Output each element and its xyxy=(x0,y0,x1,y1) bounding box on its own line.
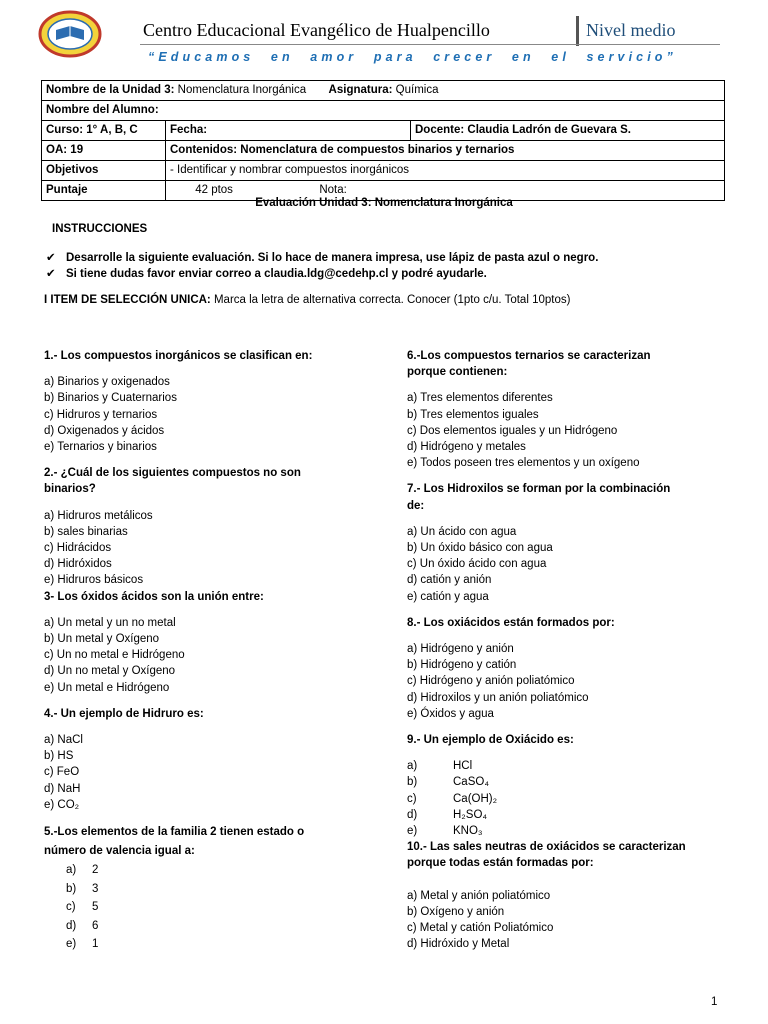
option-value: 5 xyxy=(92,901,99,914)
question-5-line2: número de valencia igual a: xyxy=(44,845,195,858)
option-1c[interactable]: c) Hidruros y ternarios xyxy=(44,408,158,421)
option-8b[interactable]: b) Hidrógeno y catión xyxy=(407,659,517,672)
item-one-text: Marca la letra de alternativa correcta. Conocer (1pto c/u. Total 10ptos) xyxy=(213,294,571,306)
checkmark-icon: ✔ xyxy=(46,268,56,280)
level-label: Nivel medio xyxy=(586,20,676,40)
option-8d[interactable]: d) Hidroxilos y un anión poliatómico xyxy=(407,691,589,704)
option-1e[interactable]: e) Ternarios y binarios xyxy=(44,441,157,454)
question-7 xyxy=(407,481,737,513)
option-4e[interactable]: e) CO₂ xyxy=(44,798,80,811)
question-6-line1: 6.-Los compuestos ternarios se caracterizan xyxy=(407,350,651,362)
header-divider xyxy=(576,16,579,46)
instruction-text: Si tiene dudas favor enviar correo a claudia.ldg@cedehp.cl y podré ayudarle. xyxy=(66,268,487,280)
option-9a[interactable] xyxy=(407,758,737,774)
option-5c[interactable] xyxy=(44,898,384,917)
course-cell xyxy=(42,121,166,141)
option-5e[interactable] xyxy=(44,935,384,954)
option-1b[interactable]: b) Binarios y Cuaternarios xyxy=(44,392,177,405)
oa-cell xyxy=(42,141,166,161)
score-label: Puntaje xyxy=(42,181,166,201)
option-value: Ca(OH)₂ xyxy=(453,792,498,805)
option-1d[interactable]: d) Oxigenados y ácidos xyxy=(44,424,165,437)
teacher-cell xyxy=(411,121,725,141)
option-letter: b) xyxy=(66,882,77,895)
option-9b[interactable] xyxy=(407,774,737,790)
oa-value: 19 xyxy=(70,144,84,156)
option-3d[interactable]: d) Un no metal y Oxígeno xyxy=(44,665,176,678)
option-7b[interactable]: b) Un óxido básico con agua xyxy=(407,542,553,555)
question-5 xyxy=(44,823,384,861)
question-4: 4.- Un ejemplo de Hidruro es: xyxy=(44,707,204,720)
school-logo xyxy=(38,10,102,58)
option-6d[interactable]: d) Hidrógeno y metales xyxy=(407,441,526,454)
option-value: H₂SO₄ xyxy=(453,808,488,821)
date-field[interactable] xyxy=(166,121,411,141)
option-7c[interactable]: c) Un óxido ácido con agua xyxy=(407,558,547,571)
course-value: 1° A, B, C xyxy=(86,124,138,136)
unit-label: Nombre de la Unidad 3: xyxy=(46,84,175,96)
item-one-label: I ITEM DE SELECCIÓN UNICA: xyxy=(44,294,211,306)
option-5b[interactable] xyxy=(44,880,384,899)
subject-label: Asignatura: xyxy=(328,84,393,96)
unit-row xyxy=(42,81,725,101)
header-rule xyxy=(140,44,720,45)
option-6a[interactable]: a) Tres elementos diferentes xyxy=(407,392,553,405)
question-10-line1: 10.- Las sales neutras de oxiácidos se caracterizan xyxy=(407,841,686,854)
option-value: HCl xyxy=(453,760,473,773)
motto: “Educamos en amor para crecer en el servicio” xyxy=(148,50,677,64)
checkmark-icon: ✔ xyxy=(46,252,56,264)
question-9: 9.- Un ejemplo de Oxiácido es: xyxy=(407,734,574,747)
option-9e[interactable] xyxy=(407,823,737,839)
school-name: Centro Educacional Evangélico de Hualpencillo xyxy=(143,20,490,40)
instruction-item xyxy=(46,266,487,280)
option-4a[interactable]: a) NaCl xyxy=(44,734,83,747)
page-number: 1 xyxy=(711,996,718,1008)
option-6c[interactable]: c) Dos elementos iguales y un Hidrógeno xyxy=(407,424,618,437)
question-6-line2: porque contienen: xyxy=(407,366,508,379)
objectives-label: Objetivos xyxy=(42,161,166,181)
option-value: 3 xyxy=(92,882,99,895)
option-1a[interactable]: a) Binarios y oxigenados xyxy=(44,376,170,389)
option-10d[interactable]: d) Hidróxido y Metal xyxy=(407,938,510,951)
question-7-line2: de: xyxy=(407,499,425,512)
option-4c[interactable]: c) FeO xyxy=(44,766,80,779)
option-letter: e) xyxy=(66,938,77,951)
instruction-text: Desarrolle la siguiente evaluación. Si lo hace de manera impresa, use lápiz de pasta azul o negro. xyxy=(66,252,599,264)
date-label: Fecha: xyxy=(170,124,208,136)
objectives-value: - Identificar y nombrar compuestos inorgánicos xyxy=(166,161,725,181)
left-column xyxy=(44,348,384,954)
option-letter: b) xyxy=(407,776,418,789)
option-letter: c) xyxy=(66,901,76,914)
option-9d[interactable] xyxy=(407,807,737,823)
option-6e[interactable]: e) Todos poseen tres elementos y un oxígeno xyxy=(407,457,640,470)
option-value: 2 xyxy=(92,864,99,877)
question-2-line1: 2.- ¿Cuál de los siguientes compuestos no son xyxy=(44,467,301,480)
course-label: Curso: xyxy=(46,124,84,136)
right-column xyxy=(407,348,737,953)
subject-value: Química xyxy=(395,84,439,96)
oa-label: OA: xyxy=(46,144,68,156)
question-5-line1: 5.-Los elementos de la familia 2 tienen estado o xyxy=(44,826,305,839)
option-2b[interactable]: b) sales binarias xyxy=(44,525,128,538)
option-8e[interactable]: e) Óxidos y agua xyxy=(407,707,494,720)
option-5d[interactable] xyxy=(44,917,384,936)
option-3e[interactable]: e) Un metal e Hidrógeno xyxy=(44,681,170,694)
option-letter: e) xyxy=(407,825,418,838)
instruction-item xyxy=(46,250,598,264)
content-value: Nomenclatura de compuestos binarios y ternarios xyxy=(240,144,515,156)
option-value: 6 xyxy=(92,919,99,932)
option-7a[interactable]: a) Un ácido con agua xyxy=(407,525,517,538)
content-label: Contenidos: xyxy=(170,144,238,156)
student-label: Nombre del Alumno: xyxy=(46,104,159,116)
option-10a[interactable]: a) Metal y anión poliatómico xyxy=(407,889,551,902)
option-letter: c) xyxy=(407,792,417,805)
grade-label: Nota: xyxy=(319,184,347,196)
question-10 xyxy=(407,839,737,871)
option-letter: d) xyxy=(66,919,77,932)
item-one-header xyxy=(44,294,570,306)
option-4d[interactable]: d) NaH xyxy=(44,782,81,795)
option-value: KNO₃ xyxy=(453,825,483,838)
teacher-label: Docente: xyxy=(415,124,465,136)
option-7d[interactable]: d) catión y anión xyxy=(407,574,492,587)
question-3: 3- Los óxidos ácidos son la unión entre: xyxy=(44,590,264,603)
option-6b[interactable]: b) Tres elementos iguales xyxy=(407,408,539,421)
instructions-title: INSTRUCCIONES xyxy=(52,223,148,235)
option-2d[interactable]: d) Hidróxidos xyxy=(44,558,112,571)
option-3c[interactable]: c) Un no metal e Hidrógeno xyxy=(44,649,185,662)
info-table xyxy=(41,80,725,201)
option-value: CaSO₄ xyxy=(453,776,490,789)
option-2e[interactable]: e) Hidruros básicos xyxy=(44,574,144,587)
option-letter: d) xyxy=(407,808,418,821)
question-2 xyxy=(44,465,384,497)
option-4b[interactable]: b) HS xyxy=(44,750,74,763)
student-field[interactable] xyxy=(42,101,725,121)
option-7e[interactable]: e) catión y agua xyxy=(407,590,489,603)
option-letter: a) xyxy=(66,864,77,877)
question-8: 8.- Los oxiácidos están formados por: xyxy=(407,616,615,629)
option-value: 1 xyxy=(92,938,99,951)
question-6 xyxy=(407,348,737,380)
option-9c[interactable] xyxy=(407,791,737,807)
option-3b[interactable]: b) Un metal y Oxígeno xyxy=(44,633,160,646)
evaluation-title: Evaluación Unidad 3: Nomenclatura Inorgánica xyxy=(255,197,513,209)
option-8c[interactable]: c) Hidrógeno y anión poliatómico xyxy=(407,675,575,688)
unit-value: Nomenclatura Inorgánica xyxy=(177,84,307,96)
option-3a[interactable]: a) Un metal y un no metal xyxy=(44,616,176,629)
option-2c[interactable]: c) Hidrácidos xyxy=(44,542,112,555)
question-10-line2: porque todas están formadas por: xyxy=(407,857,594,870)
option-8a[interactable]: a) Hidrógeno y anión xyxy=(407,643,514,656)
option-5a[interactable] xyxy=(44,861,384,880)
question-2-line2: binarios? xyxy=(44,483,96,496)
option-letter: a) xyxy=(407,760,418,773)
question-7-line1: 7.- Los Hidroxilos se forman por la combinación xyxy=(407,483,671,496)
option-10c[interactable]: c) Metal y catión Poliatómico xyxy=(407,922,554,935)
teacher-value: Claudia Ladrón de Guevara S. xyxy=(467,124,632,136)
content-cell xyxy=(166,141,725,161)
question-1: 1.- Los compuestos inorgánicos se clasifican en: xyxy=(44,350,313,362)
option-2a[interactable]: a) Hidruros metálicos xyxy=(44,509,153,522)
option-10b[interactable]: b) Oxígeno y anión xyxy=(407,905,505,918)
score-value: 42 ptos xyxy=(195,184,233,196)
